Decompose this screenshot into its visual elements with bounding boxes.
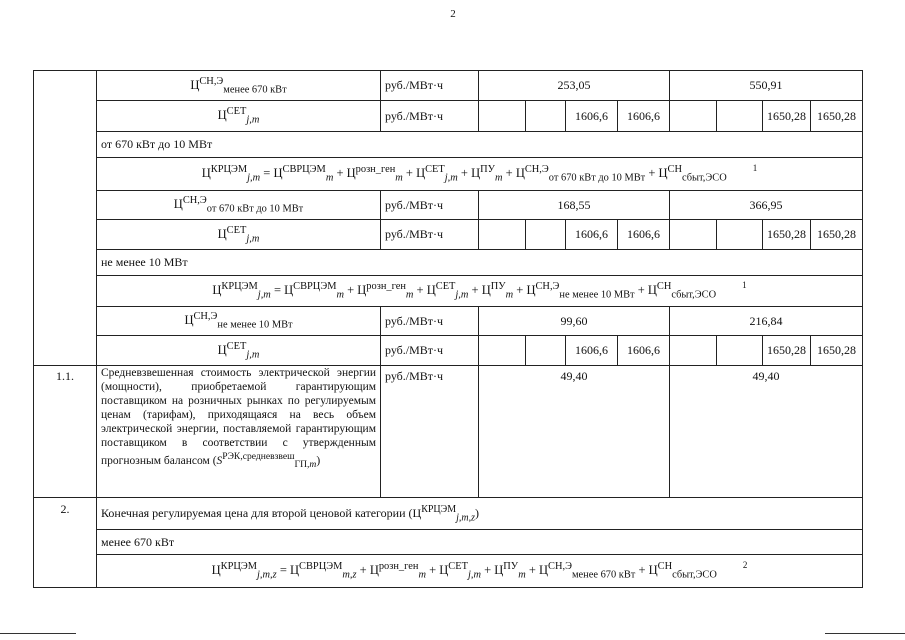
price-component-label: $Ц^{СЕТ}_{j,m}$ [97, 336, 381, 366]
formula-cell: $Ц^{КРЦЭМ}_{j,m,z} = Ц^{СВРЦЭМ}_{m,z} + Ц^{розн\_ген}_m + Ц^{СЕТ}_{j,m} + Ц^{ПУ}_m + Ц^{СН,Э}_{менее 670 кВт} + Ц^{СН}_{сбыт,ЭСО}^2$ [97, 555, 863, 588]
empty-cell [526, 220, 566, 250]
unit-cell: руб./МВт·ч [381, 366, 479, 498]
section-label: не менее 10 МВт [97, 250, 863, 276]
table-row [34, 220, 863, 250]
value-cell: 1606,6 [566, 336, 618, 366]
item-heading: Конечная регулируемая цена для второй ценовой категории $(Ц^{КРЦЭМ}_{j,m,z})$ [97, 498, 863, 530]
value-cell: 1606,6 [618, 220, 670, 250]
empty-cell [479, 101, 526, 132]
formula-cell: $Ц^{КРЦЭМ}_{j,m} = Ц^{СВРЦЭМ}_m + Ц^{розн\_ген}_m + Ц^{СЕТ}_{j,m} + Ц^{ПУ}_m + Ц^{СН,Э}_{не менее 10 МВт} + Ц^{СН}_{сбыт,ЭСО}^1$ [97, 276, 863, 307]
value-cell: 253,05 [479, 71, 670, 101]
tariff-table [33, 70, 863, 588]
table-row [34, 158, 863, 191]
empty-cell [526, 101, 566, 132]
table-row [34, 101, 863, 132]
number-column-blank [34, 71, 97, 366]
formula-cell: $Ц^{КРЦЭМ}_{j,m} = Ц^{СВРЦЭМ}_m + Ц^{розн\_ген}_m + Ц^{СЕТ}_{j,m} + Ц^{ПУ}_m + Ц^{СН,Э}_{от 670 кВт до 10 МВт} + Ц^{СН}_{сбыт,ЭСО}^1$ [97, 158, 863, 191]
unit-cell: руб./МВт·ч [381, 220, 479, 250]
unit-cell: руб./МВт·ч [381, 307, 479, 336]
table-row [34, 276, 863, 307]
value-cell: 550,91 [670, 71, 863, 101]
value-cell: 99,60 [479, 307, 670, 336]
price-component-label: $Ц^{СН,Э}_{менее 670 кВт}$ [97, 71, 381, 101]
table-row [34, 530, 863, 555]
section-label: менее 670 кВт [97, 530, 863, 555]
item-number: 2. [34, 498, 97, 588]
unit-cell: руб./МВт·ч [381, 191, 479, 220]
value-cell: 366,95 [670, 191, 863, 220]
value-cell: 1606,6 [618, 101, 670, 132]
table-row [34, 71, 863, 101]
page-number: 2 [450, 8, 456, 20]
price-component-label: $Ц^{СЕТ}_{j,m}$ [97, 101, 381, 132]
table-row [34, 132, 863, 158]
value-cell: 216,84 [670, 307, 863, 336]
empty-cell [717, 220, 763, 250]
table-row [34, 250, 863, 276]
empty-cell [670, 220, 717, 250]
bottom-rule-left [0, 633, 76, 634]
value-cell: 1650,28 [811, 101, 863, 132]
table-row [34, 366, 863, 498]
empty-cell [479, 336, 526, 366]
value-cell: 1606,6 [566, 101, 618, 132]
table-row [34, 498, 863, 530]
unit-cell: руб./МВт·ч [381, 71, 479, 101]
price-component-label: $Ц^{СЕТ}_{j,m}$ [97, 220, 381, 250]
value-cell: 1650,28 [763, 101, 811, 132]
value-cell: 1650,28 [763, 220, 811, 250]
empty-cell [717, 101, 763, 132]
price-component-label: $Ц^{СН,Э}_{не менее 10 МВт}$ [97, 307, 381, 336]
table-row [34, 336, 863, 366]
item-description: Средневзвешенная стоимость электрической энергии (мощности), приобретаемой гарантирующим поставщиком на розничных рынках по регулируемым ценам (тарифам), приходящаяся на весь объем электрической энергии, поставляемой гарантирующим поставщиком в соответствии с утвержденным прогнозным балансом $(S^{РЭК,средневзвеш}_{ГП,m})$ [97, 366, 381, 498]
value-cell: 1606,6 [618, 336, 670, 366]
table-row [34, 307, 863, 336]
table-row [34, 555, 863, 588]
bottom-rule-right [825, 633, 905, 634]
value-cell: 1650,28 [763, 336, 811, 366]
section-label: от 670 кВт до 10 МВт [97, 132, 863, 158]
value-cell: 1650,28 [811, 220, 863, 250]
empty-cell [717, 336, 763, 366]
value-cell: 1650,28 [811, 336, 863, 366]
value-cell: 1606,6 [566, 220, 618, 250]
price-component-label: $Ц^{СН,Э}_{от 670 кВт до 10 МВт}$ [97, 191, 381, 220]
item-number: 1.1. [34, 366, 97, 498]
empty-cell [670, 101, 717, 132]
table-row [34, 191, 863, 220]
value-cell: 49,40 [670, 366, 863, 498]
empty-cell [526, 336, 566, 366]
value-cell: 49,40 [479, 366, 670, 498]
value-cell: 168,55 [479, 191, 670, 220]
empty-cell [479, 220, 526, 250]
unit-cell: руб./МВт·ч [381, 101, 479, 132]
empty-cell [670, 336, 717, 366]
unit-cell: руб./МВт·ч [381, 336, 479, 366]
